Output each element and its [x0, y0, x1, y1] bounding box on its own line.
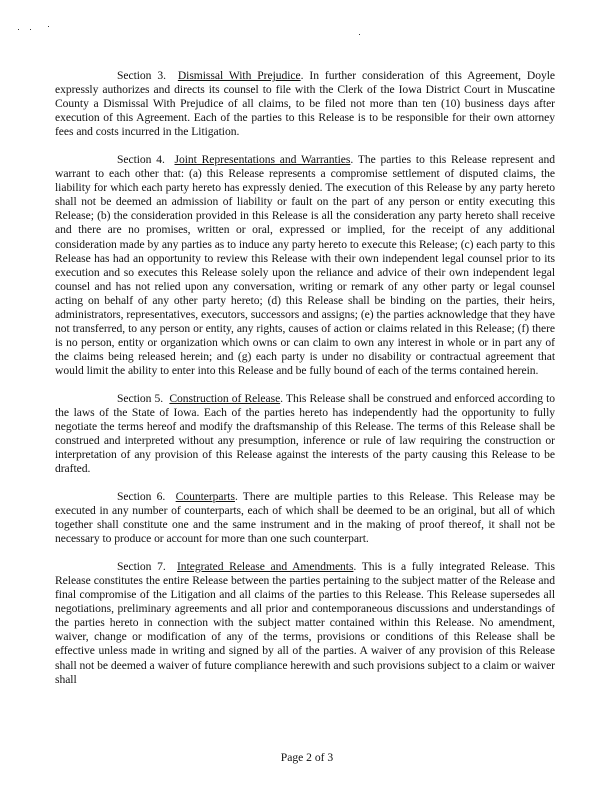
section-6 [55, 490, 555, 546]
section-number: Section 4. [117, 152, 165, 166]
section-number: Section 7. [117, 559, 166, 573]
document-body [55, 69, 555, 700]
section-number: Section 5. [117, 391, 164, 405]
section-4 [55, 153, 555, 379]
page-number-footer: Page 2 of 3 [280, 751, 334, 764]
section-7 [55, 560, 555, 687]
section-title: Construction of Release [169, 391, 281, 405]
section-title: Integrated Release and Amendments [177, 559, 354, 573]
section-body: . There are multiple parties to this Release. This Release may be executed in any number of counterparts, each of which shall be deemed to be an original, but all of which together shall constitute one and the same instrument and in the making of proof thereof, it shall not be necessary to produce or account for more than one such counterpart. [55, 490, 556, 546]
section-title: Dismissal With Prejudice [177, 69, 301, 82]
section-title: Joint Representations and Warranties [174, 152, 351, 166]
section-number: Section 3. [117, 69, 166, 82]
scan-speck [359, 34, 360, 35]
scan-speck [30, 29, 31, 30]
section-number: Section 6. [117, 490, 166, 504]
section-body: . This is a fully integrated Release. This Release constitutes the entire Release between the parties pertaining to the subject matter of the Release and final compromise of the Litigation and all claims of the parties to this Release. This Release supersedes all negotiations, preliminary agreements and all prior and contemporaneous discussions and understandings of the parties hereto in connection with the subject matter contained within this Release. No amendment, waiver, change or modification of any of the terms, provisions or conditions of this Release shall be effective unless made in writing and signed by all of the parties. A waiver of any provision of this Release shall not be deemed a waiver of future compliance herewith and such provisions subject to a claim or waiver shall [55, 559, 556, 686]
section-title: Counterparts [175, 490, 235, 504]
section-3 [55, 69, 555, 139]
section-5 [55, 392, 555, 477]
section-body: . In further consideration of this Agreement, Doyle expressly authorizes and directs its counsel to file with the Clerk of the Iowa District Court in Muscatine County a Dismissal With Prejudice of all claims, to be filed not more than ten (10) business days after execution of this Agreement. Each of the parties to this Release is to be responsible for their own attorney fees and costs incurred in the Litigation. [55, 69, 556, 139]
section-body: . The parties to this Release represent and warrant to each other that: (a) this Release represents a compromise settlement of disputed claims, the liability for which each party hereto has expressly denied. The execution of this Release by any party hereto shall not be deemed an admission of liability or fault on the part of any person or entity executing this Release; (b) the consideration provided in this Release is all the consideration any party hereto shall receive and there are no promises, written or oral, expressed or implied, for the receipt of any additional consideration made by any parties as to induce any party hereto to execute this Release; (c) each party to this Release has had an opportunity to review this Release with their own independent legal counsel prior to its execution and so executes this Release solely upon the reliance and advice of their own independent legal counsel and has not relied upon any conversation, writing or remark of any other party or legal counsel acting on behalf of any other party hereto; (d) this Release shall be binding on the parties, their heirs, administrators, representatives, executors, successors and assigns; (e) the parties acknowledge that they have not transferred, to any person or entity, any rights, causes of action or claims related in this Release; (f) there is no person, entity or organization which owns or can claim to own any interest in whole or in part any of the claims being released herein; and (g) each party is under no disability or contractual agreement that would limit the ability to enter into this Release and be fully bound of each of the terms contained herein. [55, 152, 555, 378]
scan-speck [18, 29, 19, 30]
section-body: . This Release shall be construed and enforced according to the laws of the State of Iowa. Each of the parties hereto has independently had the opportunity to fully negotiate the terms hereof and modify the draftsmanship of this Release. The terms of this Release shall be construed and interpreted without any presumption, inference or rule of law requiring the construction or interpretation of any provision of this Release against the interests of the party causing this Release to be drafted. [55, 391, 555, 476]
scan-speck [48, 26, 49, 27]
